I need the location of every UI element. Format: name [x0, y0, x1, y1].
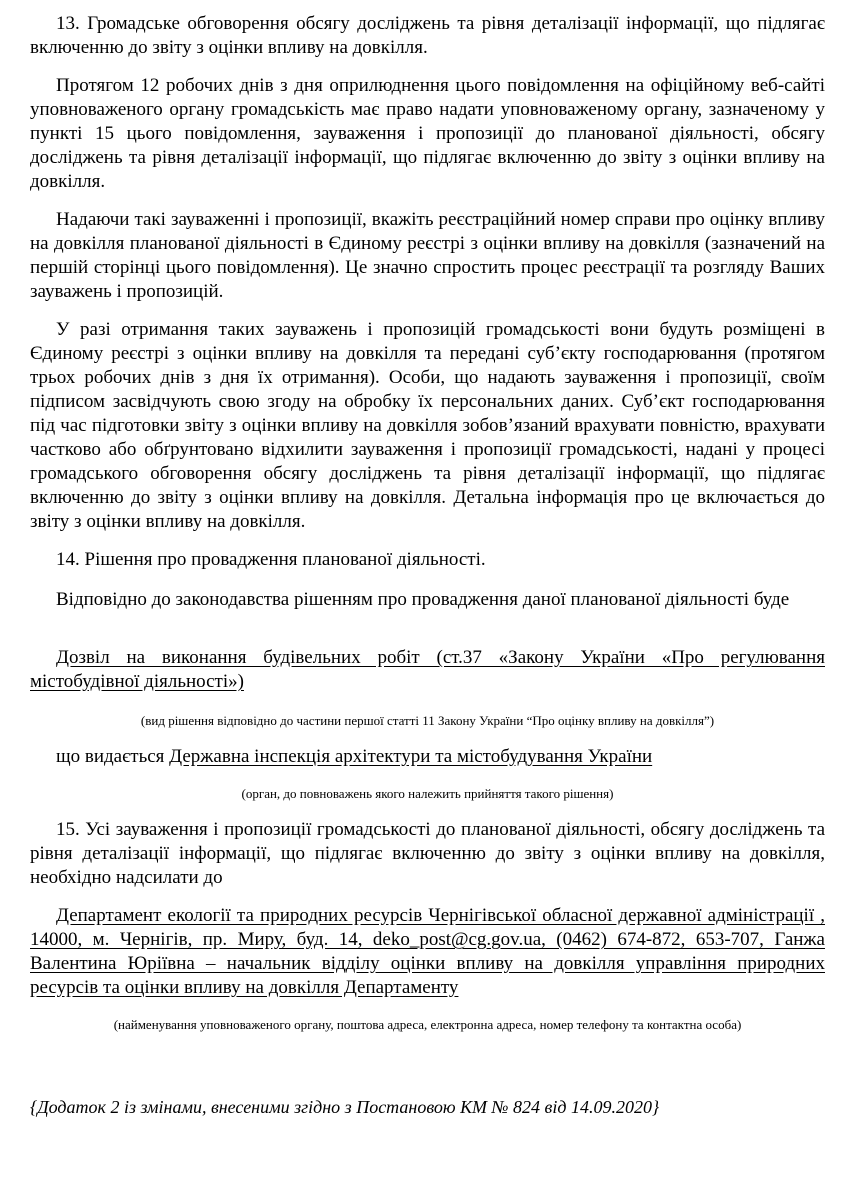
decision-type-caption: (вид рішення відповідно до частини першої статті 11 Закону України “Про оцінку впливу на довкілля”) — [140, 713, 715, 728]
decision-type-filled-field: Дозвіл на виконання будівельних робіт (ст.37 «Закону України «Про регулювання містобудівної діяльності») — [30, 647, 825, 692]
issuing-authority-line — [30, 745, 825, 769]
issuing-authority-caption: (орган, до повноважень якого належить прийняття такого рішення) — [241, 786, 614, 801]
paragraph-15-body: 15. Усі зауваження і пропозиції громадськості до планованої діяльності, обсягу досліджень та рівня деталізації інформації, що підлягає включенню до звіту з оцінки впливу на довкілля, необхідно надсилати до — [30, 819, 825, 888]
paragraph-13-body: Протягом 12 робочих днів з дня оприлюднення цього повідомлення на офіційному веб-сайті уповноваженого органу громадськість має право надати уповноваженому органу, зазначеному у пункті 15 цього повідомлення, зауваження і пропозиції до планованої діяльності, обсягу досліджень та рівня деталізації інформації, що підлягає включенню до звіту з оцінки впливу на довкілля. — [30, 75, 825, 192]
paragraph-remarks-processing: У разі отримання таких зауважень і пропозицій громадськості вони будуть розміщені в Єдиному реєстрі з оцінки впливу на довкілля та передані суб’єкту господарювання (протягом трьох робочих днів з дня їх отримання). Особи, що надають зауваження і пропозиції, своїм підписом засвідчують свою згоду на обробку їх персональних даних. Суб’єкт господарювання під час підготовки звіту з оцінки впливу на довкілля зобов’язаний врахувати повністю, врахувати частково або обґрунтовано відхилити зауваження і пропозиції громадськості, надані у процесі громадського обговорення обсягу досліджень та рівня деталізації інформації, що підлягає включенню до звіту з оцінки впливу на довкілля. Детальна інформація про це включається до звіту з оцінки впливу на довкілля. — [30, 319, 825, 532]
amendment-note: {Додаток 2 із змінами, внесеними згідно з Постановою КМ № 824 від 14.09.2020} — [30, 1097, 660, 1117]
paragraph-14-body: Відповідно до законодавства рішенням про провадження даної планованої діяльності буде — [56, 589, 790, 610]
authorized-body-caption: (найменування уповноваженого органу, поштова адреса, електронна адреса, номер телефону та контактна особа) — [113, 1017, 742, 1032]
issuing-authority-prefix: що видається — [56, 746, 170, 767]
authorized-body-contact-filled-field: Департамент екології та природних ресурсів Чернігівської обласної державної адміністрації , 14000, м. Чернігів, пр. Миру, буд. 14, deko_post@cg.gov.ua, (0462) 674-872, 653-707, Ганжа Валентина Юріївна – начальник відділу оцінки впливу на довкілля управління природних ресурсів та оцінки впливу на довкілля Департаменту — [30, 905, 825, 998]
issuing-authority-filled-field: Державна інспекція архітектури та містобудування України — [169, 746, 653, 767]
paragraph-14-heading: 14. Рішення про провадження планованої діяльності. — [56, 549, 486, 570]
paragraph-remarks-registration: Надаючи такі зауваженні і пропозиції, вкажіть реєстраційний номер справи про оцінку впливу на довкілля планованої діяльності в Єдиному реєстрі з оцінки впливу на довкілля (зазначений на першій сторінці цього повідомлення). Це значно спростить процес реєстрації та розгляду Ваших зауважень і пропозицій. — [30, 209, 825, 302]
paragraph-13-heading: 13. Громадське обговорення обсягу досліджень та рівня деталізації інформації, що підлягає включенню до звіту з оцінки впливу на довкілля. — [30, 13, 825, 58]
